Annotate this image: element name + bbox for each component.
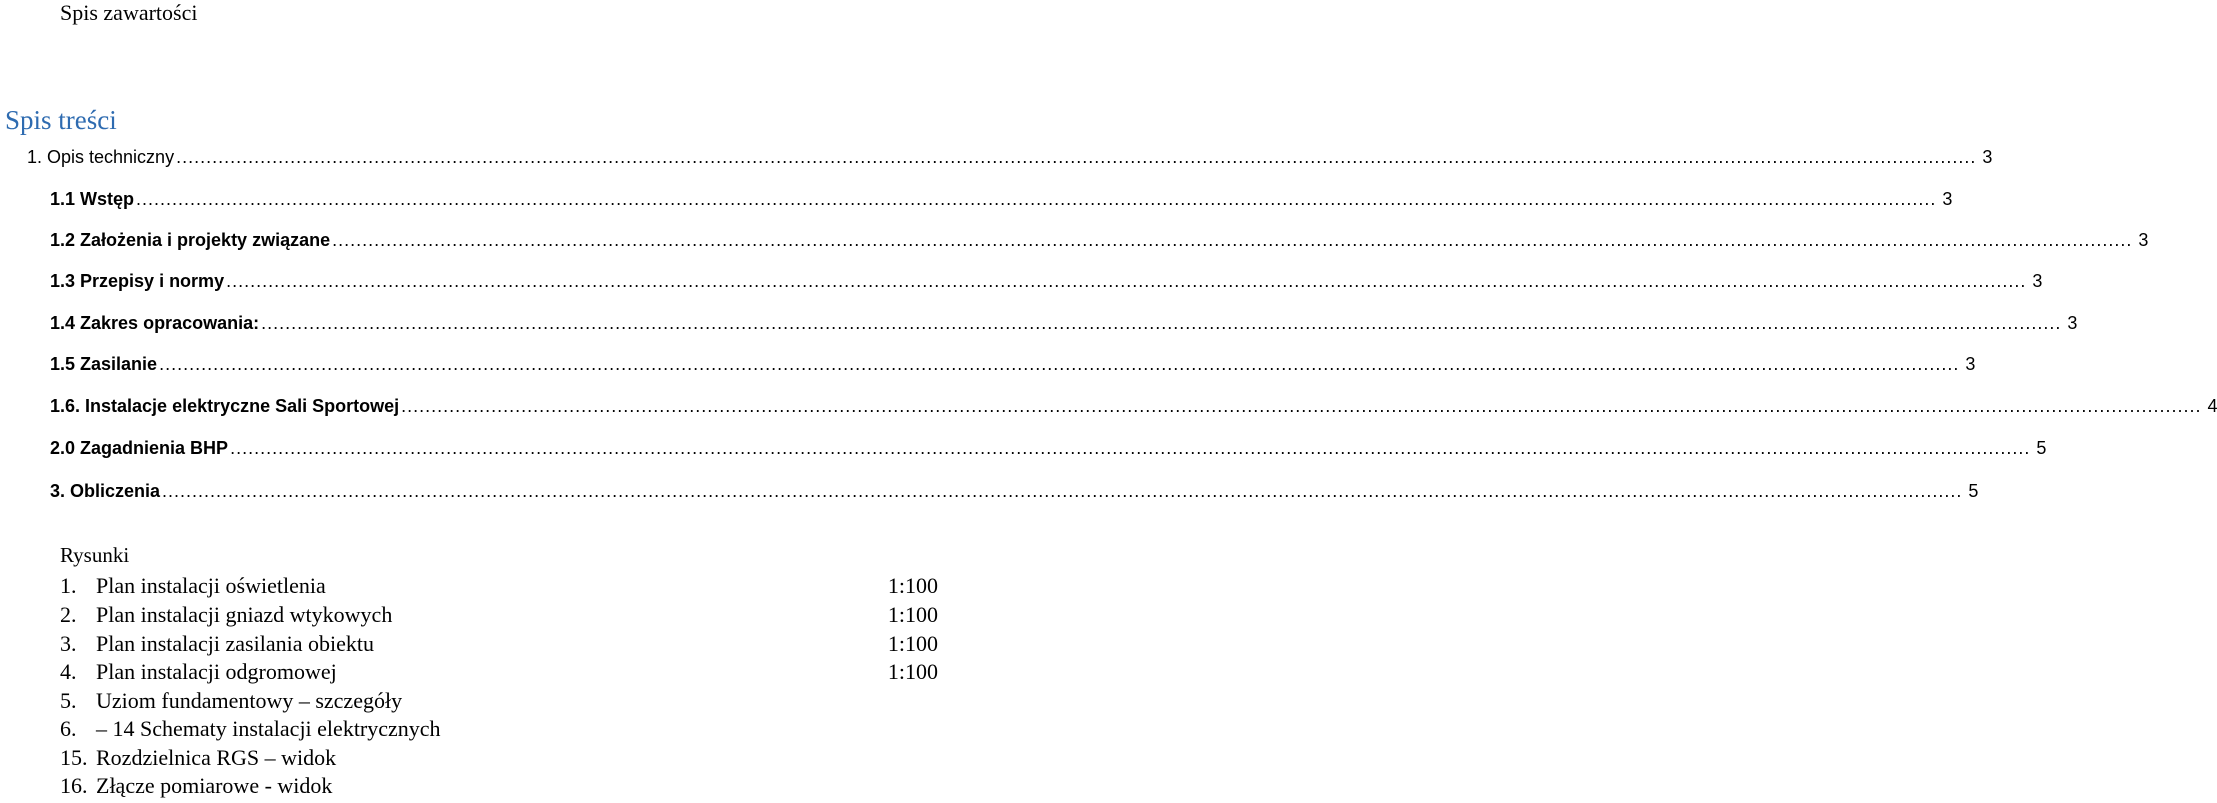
- drawing-title: Plan instalacji odgromowej: [96, 659, 337, 684]
- toc-title: Spis treści: [5, 105, 117, 135]
- toc-entry-label: 1.1 Wstęp: [50, 189, 135, 209]
- leader-dots: ............................................................................................................................................................................................................................................................................................................: [230, 438, 2031, 458]
- toc-entry[interactable]: [50, 437, 2047, 459]
- toc-entry[interactable]: [50, 480, 1979, 502]
- drawing-title: Uziom fundamentowy – szczegóły: [96, 688, 403, 713]
- drawing-title: Złącze pomiarowe - widok: [96, 773, 333, 798]
- toc-entry[interactable]: [50, 229, 2149, 251]
- toc-entry-page: 3: [1942, 189, 1953, 209]
- toc-entry-page: 4: [2207, 396, 2217, 416]
- toc-entry-page: 3: [1982, 147, 1993, 167]
- drawing-item: [60, 687, 938, 715]
- drawing-number: 4.: [60, 659, 77, 684]
- toc-entry-page: 3: [2138, 230, 2149, 250]
- toc-entry-page: 5: [2036, 438, 2047, 458]
- leader-dots: ............................................................................................................................................................................................................................................................................................................: [159, 354, 1960, 374]
- drawing-title: Plan instalacji zasilania obiektu: [96, 631, 374, 656]
- drawing-number: 1.: [60, 573, 77, 598]
- drawing-number: 5.: [60, 688, 77, 713]
- leader-dots: ............................................................................................................................................................................................................................................................................................................: [226, 271, 2027, 291]
- drawing-number: 6.: [60, 716, 77, 741]
- drawing-item: [60, 772, 938, 800]
- drawing-scale: 1:100: [887, 573, 938, 598]
- drawing-number: 2.: [60, 602, 77, 627]
- toc-entry-label: 3. Obliczenia: [50, 481, 161, 501]
- toc-entry-label: 1.3 Przepisy i normy: [50, 271, 225, 291]
- drawings-heading: Rysunki: [60, 543, 130, 567]
- toc-entry-label: 2.0 Zagadnienia BHP: [50, 438, 229, 458]
- toc-entry-label: 1.6. Instalacje elektryczne Sali Sportowej: [50, 396, 400, 416]
- document-header: Spis zawartości: [60, 0, 198, 25]
- toc-entry[interactable]: [27, 146, 1993, 168]
- drawing-title: Plan instalacji gniazd wtykowych: [96, 602, 393, 627]
- drawing-title: Plan instalacji oświetlenia: [96, 573, 326, 598]
- leader-dots: ............................................................................................................................................................................................................................................................................................................: [261, 313, 2062, 333]
- leader-dots: ............................................................................................................................................................................................................................................................................................................: [176, 147, 1977, 167]
- toc-entry-label: 1.5 Zasilanie: [50, 354, 158, 374]
- drawing-title: – 14 Schematy instalacji elektrycznych: [96, 716, 441, 741]
- drawing-item: [60, 572, 938, 600]
- drawing-item: [60, 744, 938, 772]
- drawing-number: 3.: [60, 631, 77, 656]
- drawing-item: [60, 630, 938, 658]
- toc-entry[interactable]: [50, 312, 2078, 334]
- toc-entry[interactable]: [50, 270, 2043, 292]
- toc-entry-page: 3: [1965, 354, 1976, 374]
- drawing-title: Rozdzielnica RGS – widok: [96, 745, 337, 770]
- leader-dots: ............................................................................................................................................................................................................................................................................................................: [332, 230, 2133, 250]
- toc-entry[interactable]: [50, 353, 1976, 375]
- toc-entry-page: 3: [2067, 313, 2078, 333]
- leader-dots: ............................................................................................................................................................................................................................................................................................................: [401, 396, 2202, 416]
- drawing-scale: 1:100: [887, 631, 938, 656]
- toc-entry-label: 1.4 Zakres opracowania:: [50, 313, 260, 333]
- toc-entry[interactable]: [50, 395, 2217, 417]
- drawing-item: [60, 658, 938, 686]
- leader-dots: ............................................................................................................................................................................................................................................................................................................: [136, 189, 1937, 209]
- drawing-item: [60, 715, 938, 743]
- toc-entry-page: 5: [1968, 481, 1979, 501]
- leader-dots: ............................................................................................................................................................................................................................................................................................................: [162, 481, 1963, 501]
- toc-entry-page: 3: [2032, 271, 2043, 291]
- drawing-number: 16.: [60, 773, 88, 798]
- toc-entry[interactable]: [50, 188, 1953, 210]
- drawing-scale: 1:100: [887, 659, 938, 684]
- drawing-item: [60, 601, 938, 629]
- toc-entry-label: 1.2 Założenia i projekty związane: [50, 230, 331, 250]
- drawing-number: 15.: [60, 745, 88, 770]
- toc-entry-label: 1. Opis techniczny: [27, 147, 175, 167]
- drawing-scale: 1:100: [887, 602, 938, 627]
